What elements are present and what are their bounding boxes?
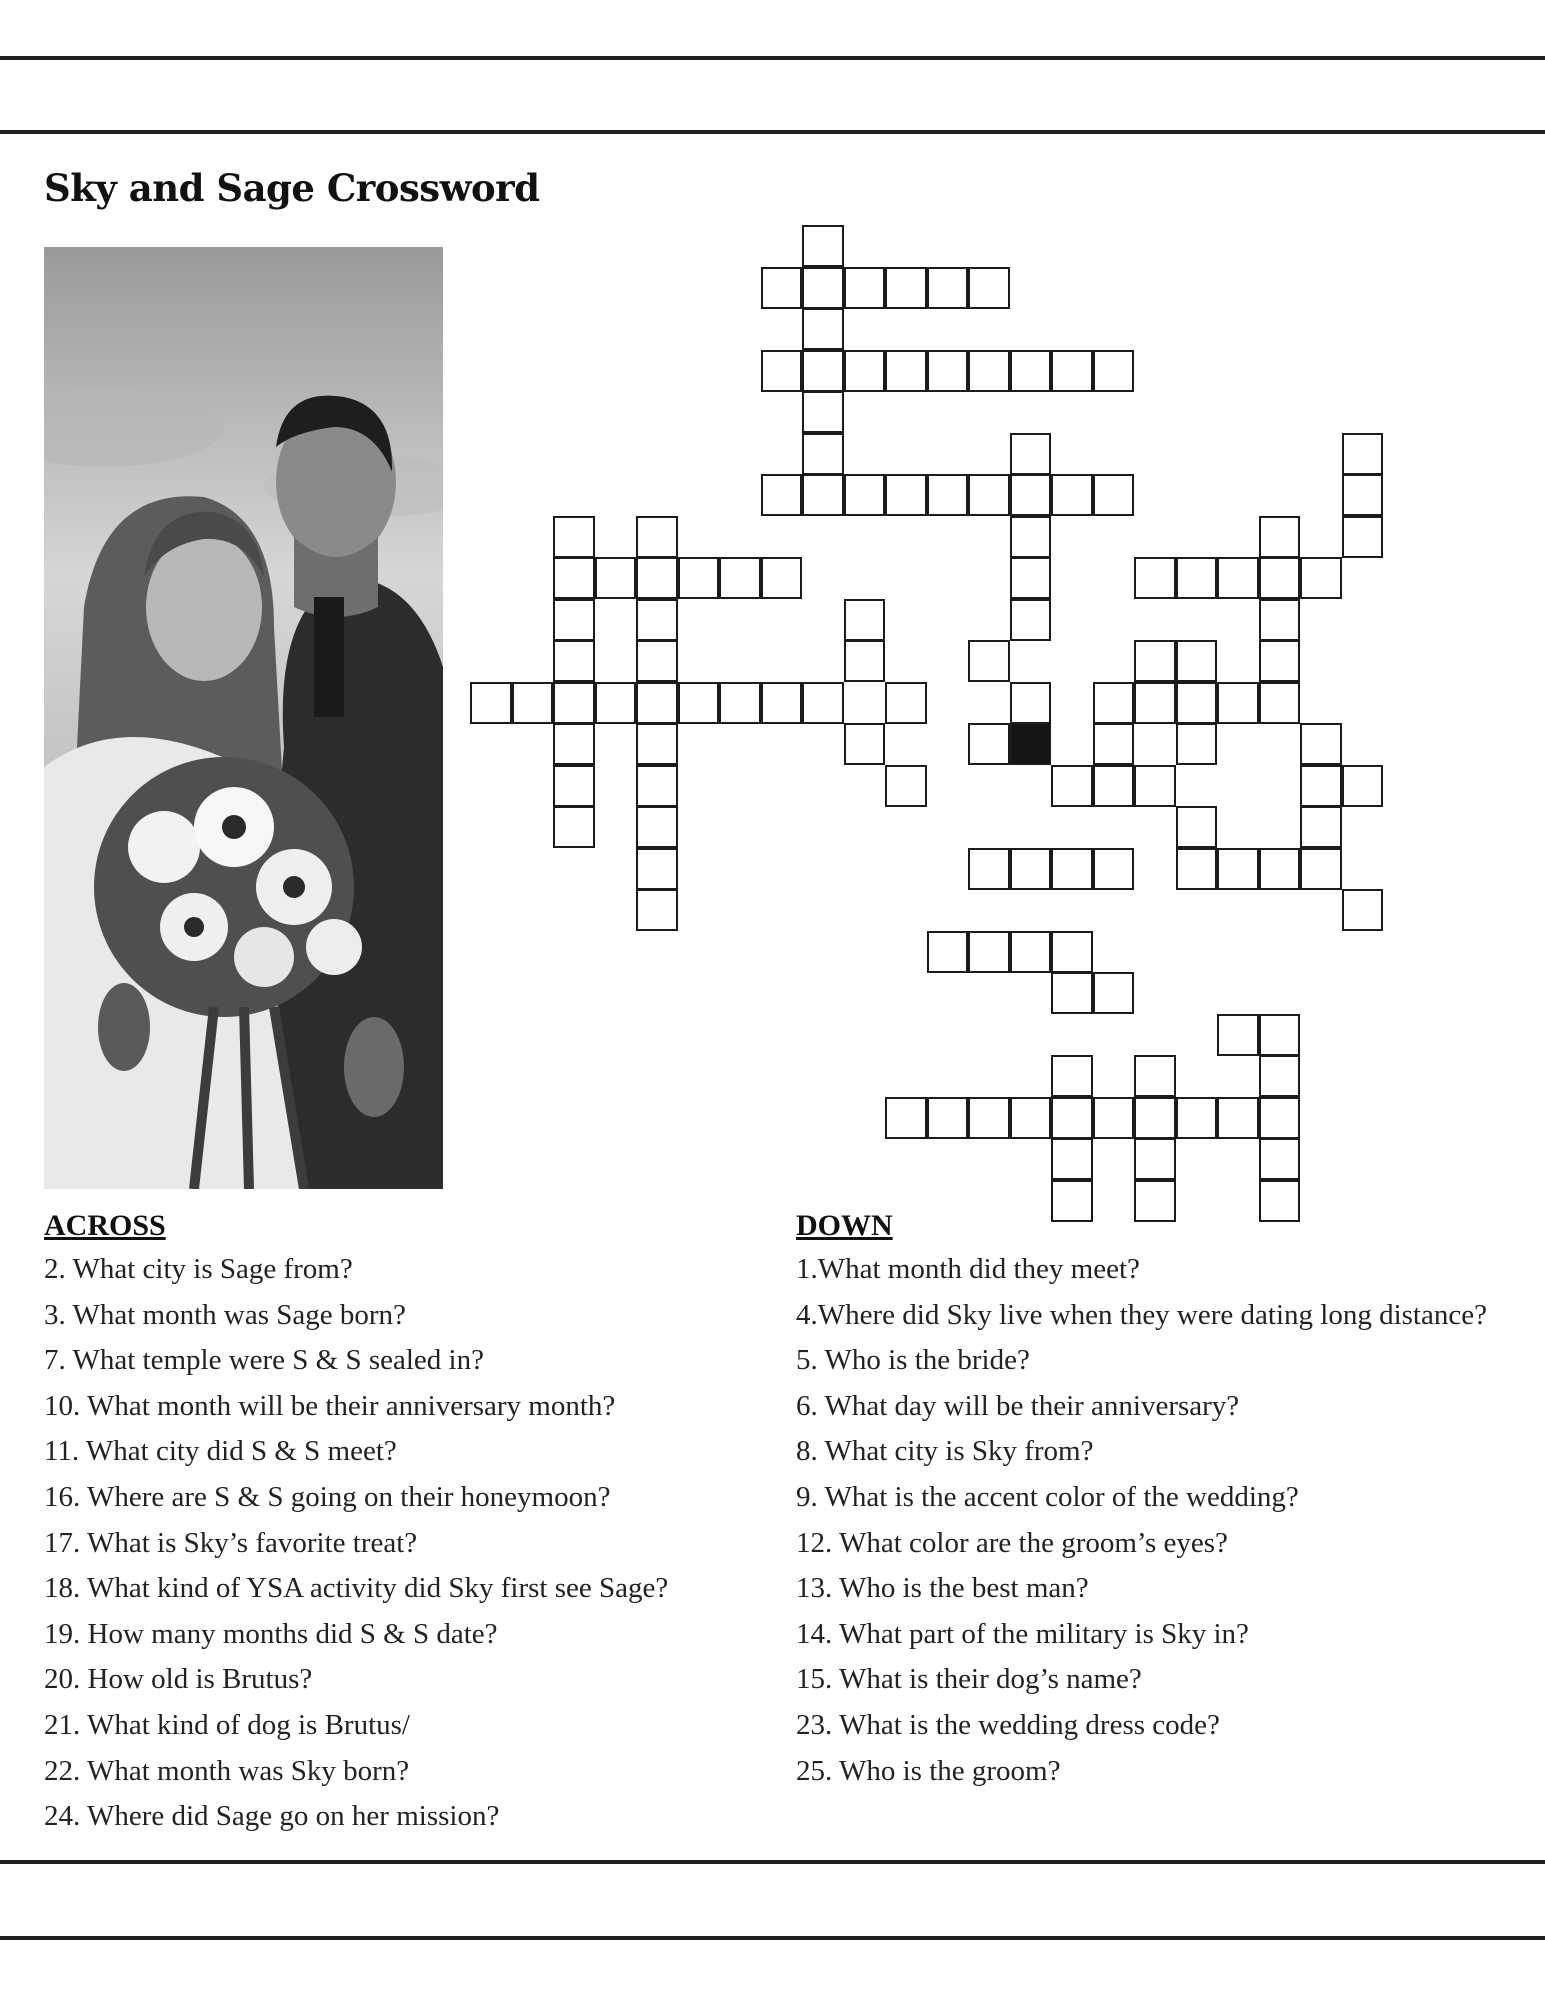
crossword-cell[interactable]	[802, 433, 844, 475]
down-clue: 9. What is the accent color of the wedding?	[796, 1480, 1299, 1513]
crossword-cell[interactable]	[927, 1097, 969, 1139]
crossword-cell[interactable]	[1342, 474, 1384, 516]
crossword-cell[interactable]	[1217, 557, 1259, 599]
crossword-cell[interactable]	[885, 682, 927, 724]
crossword-cell[interactable]	[844, 350, 886, 392]
crossword-cell[interactable]	[968, 267, 1010, 309]
crossword-cell[interactable]	[1259, 516, 1301, 558]
crossword-cell[interactable]	[761, 350, 803, 392]
across-heading: ACROSS	[44, 1209, 166, 1242]
across-clue: 16. Where are S & S going on their honeymoon?	[44, 1480, 611, 1513]
down-clue: 14. What part of the military is Sky in?	[796, 1617, 1249, 1650]
crossword-cell[interactable]	[844, 267, 886, 309]
crossword-cell[interactable]	[1093, 350, 1135, 392]
crossword-cell[interactable]	[1217, 1014, 1259, 1056]
down-clue: 23. What is the wedding dress code?	[796, 1708, 1220, 1741]
crossword-cell[interactable]	[1010, 350, 1052, 392]
crossword-cell[interactable]	[553, 640, 595, 682]
crossword-cell[interactable]	[802, 391, 844, 433]
crossword-cell[interactable]	[1176, 557, 1218, 599]
crossword-cell[interactable]	[636, 848, 678, 890]
crossword-cell[interactable]	[885, 765, 927, 807]
across-clue: 10. What month will be their anniversary month?	[44, 1389, 616, 1422]
crossword-cell[interactable]	[1010, 1097, 1052, 1139]
crossword-cell[interactable]	[1259, 848, 1301, 890]
crossword-cell[interactable]	[678, 557, 720, 599]
crossword-cell[interactable]	[553, 765, 595, 807]
across-clue: 22. What month was Sky born?	[44, 1754, 410, 1787]
bottom-rule-1	[0, 1860, 1545, 1864]
crossword-cell[interactable]	[1217, 1097, 1259, 1139]
crossword-cell[interactable]	[1217, 682, 1259, 724]
down-clue: 15. What is their dog’s name?	[796, 1663, 1142, 1696]
crossword-cell[interactable]	[1342, 516, 1384, 558]
crossword-cell[interactable]	[844, 640, 886, 682]
down-clue: 6. What day will be their anniversary?	[796, 1389, 1240, 1422]
crossword-cell[interactable]	[1093, 723, 1135, 765]
crossword-cell[interactable]	[1134, 1097, 1176, 1139]
crossword-cell[interactable]	[470, 682, 512, 724]
crossword-cell[interactable]	[968, 931, 1010, 973]
down-clue: 4.Where did Sky live when they were dating long distance?	[796, 1298, 1487, 1331]
crossword-cell[interactable]	[1051, 474, 1093, 516]
crossword-cell[interactable]	[1051, 765, 1093, 807]
crossword-cell[interactable]	[1093, 474, 1135, 516]
crossword-cell[interactable]	[678, 682, 720, 724]
crossword-cell[interactable]	[1300, 848, 1342, 890]
crossword-cell[interactable]	[1134, 640, 1176, 682]
crossword-cell[interactable]	[1342, 765, 1384, 807]
crossword-cell[interactable]	[927, 267, 969, 309]
crossword-cell[interactable]	[636, 723, 678, 765]
crossword-cell[interactable]	[1093, 765, 1135, 807]
crossword-cell[interactable]	[968, 848, 1010, 890]
crossword-cell[interactable]	[802, 267, 844, 309]
crossword-cell[interactable]	[802, 682, 844, 724]
across-clues	[44, 1205, 794, 1840]
crossword-cell[interactable]	[1259, 1097, 1301, 1139]
down-clues	[796, 1205, 1536, 1794]
crossword-cell[interactable]	[1259, 682, 1301, 724]
crossword-cell[interactable]	[1259, 599, 1301, 641]
crossword-cell[interactable]	[1010, 599, 1052, 641]
crossword-cell[interactable]	[553, 806, 595, 848]
crossword-cell[interactable]	[1010, 848, 1052, 890]
crossword-cell[interactable]	[553, 557, 595, 599]
down-clue: 8. What city is Sky from?	[796, 1435, 1094, 1468]
crossword-cell[interactable]	[885, 350, 927, 392]
crossword-cell[interactable]	[844, 599, 886, 641]
across-clue: 17. What is Sky’s favorite treat?	[44, 1526, 418, 1559]
down-clue: 12. What color are the groom’s eyes?	[796, 1526, 1228, 1559]
couple-photo	[44, 247, 443, 1189]
crossword-cell[interactable]	[802, 474, 844, 516]
crossword-cell[interactable]	[1217, 848, 1259, 890]
crossword-cell[interactable]	[636, 682, 678, 724]
crossword-cell[interactable]	[1176, 640, 1218, 682]
crossword-cell[interactable]	[1176, 806, 1218, 848]
crossword-cell[interactable]	[595, 682, 637, 724]
crossword-cell[interactable]	[761, 682, 803, 724]
crossword-cell[interactable]	[1259, 1138, 1301, 1180]
crossword-cell[interactable]	[1176, 1097, 1218, 1139]
crossword-cell[interactable]	[1176, 682, 1218, 724]
top-rule-1	[0, 56, 1545, 60]
crossword-cell[interactable]	[1010, 516, 1052, 558]
crossword-cell[interactable]	[968, 474, 1010, 516]
crossword-cell[interactable]	[761, 557, 803, 599]
crossword-cell[interactable]	[636, 889, 678, 931]
crossword-cell[interactable]	[1176, 723, 1218, 765]
couple-photo-icon	[44, 247, 443, 1189]
crossword-cell[interactable]	[1010, 557, 1052, 599]
crossword-cell[interactable]	[1300, 723, 1342, 765]
crossword-cell[interactable]	[1300, 557, 1342, 599]
crossword-cell[interactable]	[1134, 765, 1176, 807]
crossword-cell[interactable]	[595, 557, 637, 599]
crossword-cell[interactable]	[1134, 557, 1176, 599]
crossword-cell[interactable]	[1342, 433, 1384, 475]
bottom-rule-2	[0, 1936, 1545, 1940]
crossword-cell[interactable]	[1051, 1097, 1093, 1139]
crossword-cell[interactable]	[1051, 350, 1093, 392]
crossword-cell[interactable]	[1134, 682, 1176, 724]
across-clue: 7. What temple were S & S sealed in?	[44, 1344, 484, 1377]
crossword-cell[interactable]	[1010, 433, 1052, 475]
crossword-cell[interactable]	[1010, 931, 1052, 973]
across-clue: 20. How old is Brutus?	[44, 1663, 313, 1696]
down-heading: DOWN	[796, 1209, 893, 1242]
across-clue: 21. What kind of dog is Brutus/	[44, 1708, 410, 1741]
crossword-cell[interactable]	[1051, 1055, 1093, 1097]
crossword-cell[interactable]	[927, 350, 969, 392]
crossword-cell[interactable]	[1259, 1055, 1301, 1097]
across-clue: 18. What kind of YSA activity did Sky first see Sage?	[44, 1572, 669, 1605]
crossword-cell[interactable]	[885, 1097, 927, 1139]
across-clue: 2. What city is Sage from?	[44, 1253, 353, 1285]
crossword-cell[interactable]	[553, 682, 595, 724]
top-rule-2	[0, 130, 1545, 134]
crossword-cell[interactable]	[553, 599, 595, 641]
crossword-cell[interactable]	[885, 267, 927, 309]
crossword-cell[interactable]	[968, 350, 1010, 392]
crossword-cell[interactable]	[885, 474, 927, 516]
page-title: Sky and Sage Crossword	[44, 166, 540, 210]
crossword-cell[interactable]	[1051, 931, 1093, 973]
across-clue: 24. Where did Sage go on her mission?	[44, 1800, 500, 1833]
crossword-cell[interactable]	[844, 474, 886, 516]
crossword-cell[interactable]	[1300, 765, 1342, 807]
crossword-cell[interactable]	[1093, 1097, 1135, 1139]
crossword-cell[interactable]	[636, 765, 678, 807]
down-clue: 5. Who is the bride?	[796, 1344, 1030, 1377]
crossword-cell[interactable]	[1259, 1014, 1301, 1056]
crossword-cell[interactable]	[1259, 557, 1301, 599]
crossword-cell[interactable]	[636, 640, 678, 682]
crossword-cell[interactable]	[636, 516, 678, 558]
crossword-cell[interactable]	[636, 806, 678, 848]
crossword-cell[interactable]	[553, 723, 595, 765]
across-clue: 11. What city did S & S meet?	[44, 1435, 397, 1468]
crossword-cell[interactable]	[927, 931, 969, 973]
down-clue: 1.What month did they meet?	[796, 1253, 1140, 1285]
across-clue: 3. What month was Sage born?	[44, 1298, 406, 1331]
crossword-cell[interactable]	[1300, 806, 1342, 848]
crossword-cell[interactable]	[802, 225, 844, 267]
crossword-cell[interactable]	[761, 474, 803, 516]
crossword-cell[interactable]	[1093, 848, 1135, 890]
crossword-cell[interactable]	[553, 516, 595, 558]
crossword-cell[interactable]	[968, 1097, 1010, 1139]
crossword-cell[interactable]	[927, 474, 969, 516]
crossword-cell[interactable]	[1259, 640, 1301, 682]
down-clue: 25. Who is the groom?	[796, 1754, 1061, 1787]
crossword-black-cell	[1010, 723, 1052, 765]
crossword-cell[interactable]	[636, 599, 678, 641]
down-clue: 13. Who is the best man?	[796, 1572, 1089, 1605]
crossword-cell[interactable]	[1176, 848, 1218, 890]
crossword-cell[interactable]	[968, 723, 1010, 765]
crossword-cell[interactable]	[636, 557, 678, 599]
crossword-cell[interactable]	[1051, 848, 1093, 890]
crossword-cell[interactable]	[719, 557, 761, 599]
crossword-cell[interactable]	[1051, 1138, 1093, 1180]
crossword-cell[interactable]	[844, 723, 886, 765]
crossword-cell[interactable]	[1010, 682, 1052, 724]
crossword-cell[interactable]	[1134, 1138, 1176, 1180]
across-clue: 19. How many months did S & S date?	[44, 1617, 498, 1650]
crossword-cell[interactable]	[968, 640, 1010, 682]
crossword-cell[interactable]	[802, 308, 844, 350]
crossword-cell[interactable]	[1010, 474, 1052, 516]
crossword-cell[interactable]	[802, 350, 844, 392]
crossword-cell[interactable]	[761, 267, 803, 309]
crossword-cell[interactable]	[512, 682, 554, 724]
crossword-cell[interactable]	[1093, 682, 1135, 724]
crossword-cell[interactable]	[1134, 1055, 1176, 1097]
crossword-cell[interactable]	[1342, 889, 1384, 931]
crossword-cell[interactable]	[1093, 972, 1135, 1014]
crossword-cell[interactable]	[1051, 972, 1093, 1014]
crossword-cell[interactable]	[719, 682, 761, 724]
